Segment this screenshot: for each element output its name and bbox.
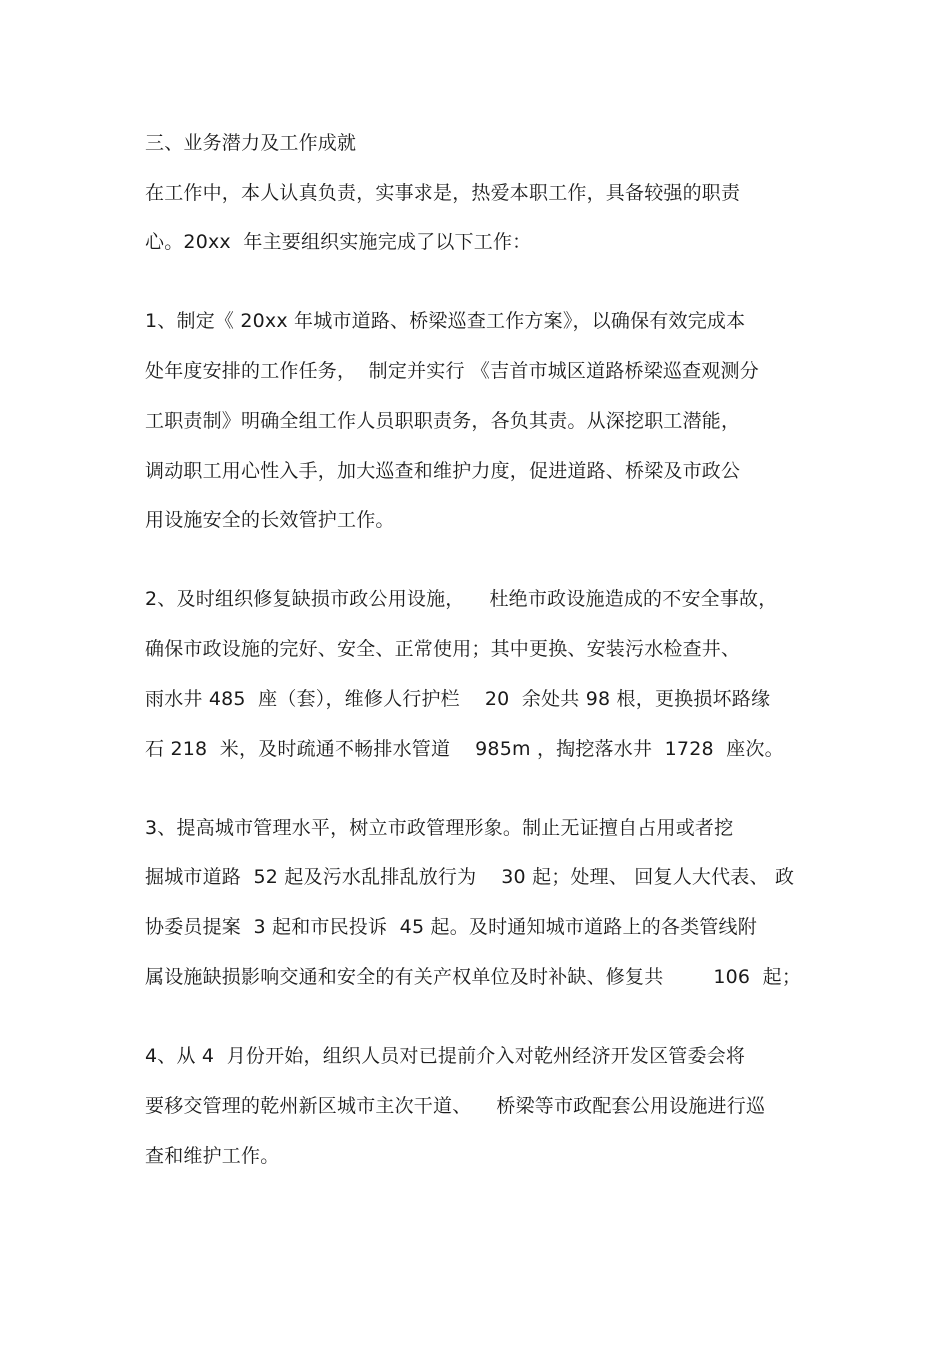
item-1-line: 处年度安排的工作任务， 制定并实行 《吉首市城区道路桥梁巡查观测分	[145, 360, 759, 382]
item-2-line: 2、及时组织修复缺损市政公用设施， 杜绝市政设施造成的不安全事故，	[145, 588, 778, 610]
item-1-line: 工职责制》明确全组工作人员职职责务，各负其责。从深挖职工潜能，	[145, 410, 741, 432]
item-3-line: 3、提高城市管理水平，树立市政管理形象。制止无证擅自占用或者挖	[145, 817, 734, 839]
item-1-line: 调动职工用心性入手，加大巡查和维护力度，促进道路、桥梁及市政公	[145, 460, 741, 482]
item-2-line: 雨水井 485 座（套），维修人行护栏 20 余处共 98 根，更换损坏路缘	[145, 688, 771, 710]
item-4-line: 4、从 4 月份开始，组织人员对已提前介入对乾州经济开发区管委会将	[145, 1045, 746, 1067]
item-2-line: 石 218 米，及时疏通不畅排水管道 985m ，掏挖落水井 1728 座次。	[145, 738, 784, 760]
item-3-line: 掘城市道路 52 起及污水乱排乱放行为 30 起；处理、 回复人大代表、 政	[145, 866, 795, 888]
item-3-line: 协委员提案 3 起和市民投诉 45 起。及时通知城市道路上的各类管线附	[145, 916, 757, 938]
intro-line: 心。20xx 年主要组织实施完成了以下工作：	[145, 231, 532, 253]
section-heading: 三、业务潜力及工作成就	[145, 132, 357, 154]
item-3-line: 属设施缺损影响交通和安全的有关产权单位及时补缺、修复共 106 起；	[145, 966, 802, 988]
item-4-line: 查和维护工作。	[145, 1145, 280, 1167]
item-1-line: 1、制定《 20xx 年城市道路、桥梁巡查工作方案》，以确保有效完成本	[145, 310, 746, 332]
intro-line: 在工作中，本人认真负责，实事求是，热爱本职工作，具备较强的职责	[145, 182, 741, 204]
item-1-line: 用设施安全的长效管护工作。	[145, 509, 395, 531]
item-4-line: 要移交管理的乾州新区城市主次干道、 桥梁等市政配套公用设施进行巡	[145, 1095, 766, 1117]
item-2-line: 确保市政设施的完好、安全、正常使用；其中更换、安装污水检查井、	[145, 638, 741, 660]
